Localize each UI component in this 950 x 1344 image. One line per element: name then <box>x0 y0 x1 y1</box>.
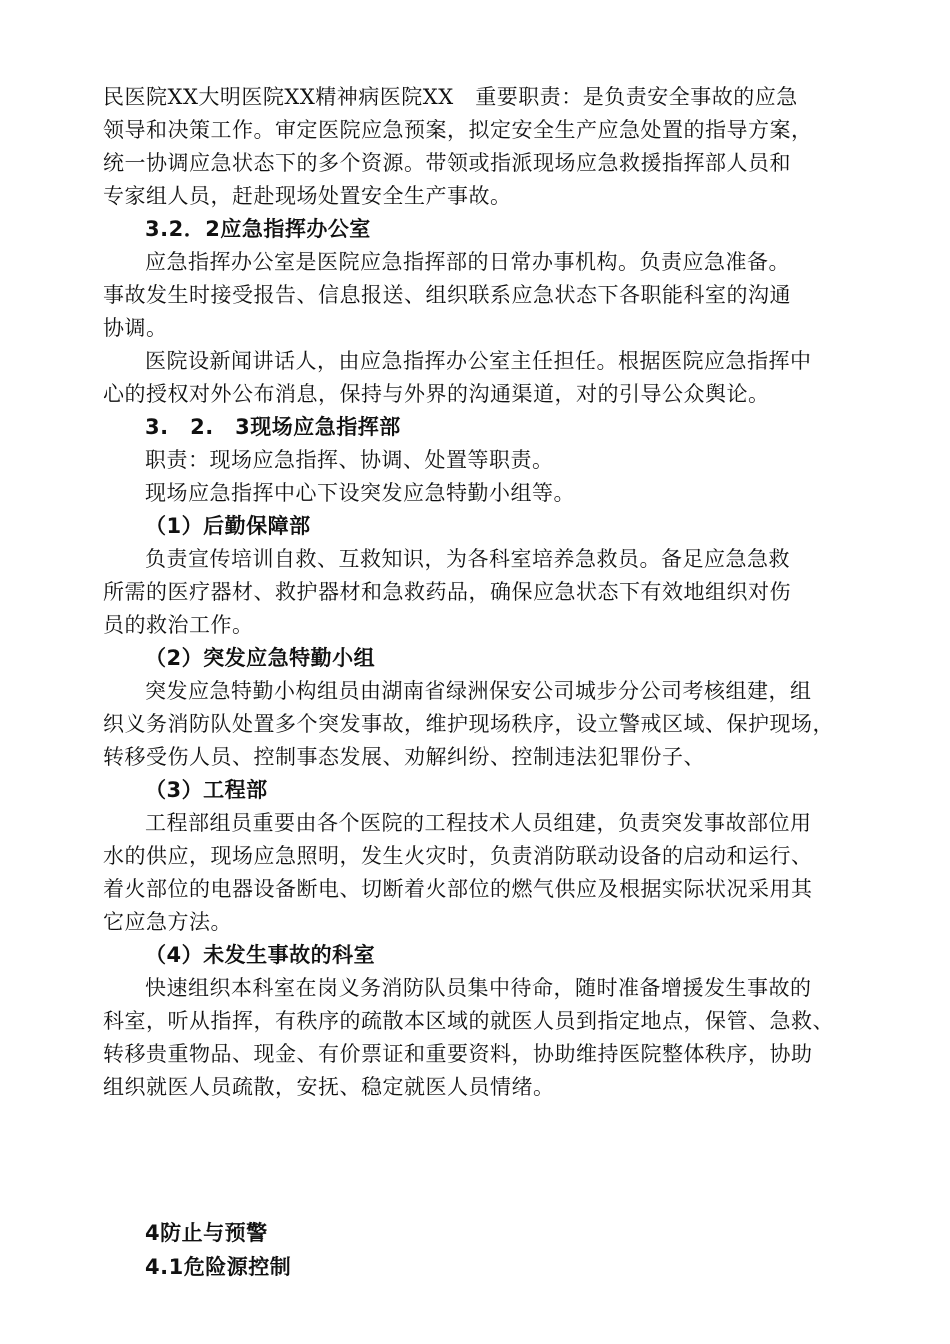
body-text-line: 工程部组员重要由各个医院的工程技术人员组建，负责突发事故部位用 <box>145 811 812 835</box>
section-heading-4-1: 4.1危险源控制 <box>145 1255 292 1279</box>
body-text-line: 织义务消防队处置多个突发事故，维护现场秩序，设立警戒区域、保护现场， <box>103 712 834 736</box>
body-text-line: 组织就医人员疏散，安抚、稳定就医人员情绪。 <box>103 1075 555 1099</box>
body-text-line: 科室，听从指挥，有秩序的疏散本区域的就医人员到指定地点，保管、急救、 <box>103 1009 834 1033</box>
body-text-line: 负责宣传培训自救、互救知识，为各科室培养急救员。备足应急急救 <box>145 547 790 571</box>
section-heading-3-2-2: 3.2．2应急指挥办公室 <box>145 217 371 241</box>
body-text-line: 统一协调应急状态下的多个资源。带领或指派现场应急救援指挥部人员和 <box>103 151 791 175</box>
body-text-line: 着火部位的电器设备断电、切断着火部位的燃气供应及根据实际状况采用其 <box>103 877 813 901</box>
body-text-line: 所需的医疗器材、救护器材和急救药品，确保应急状态下有效地组织对伤 <box>103 580 791 604</box>
body-text-line: 专家组人员，赶赴现场处置安全生产事故。 <box>103 184 512 208</box>
body-text-line: 职责：现场应急指挥、协调、处置等职责。 <box>145 448 554 472</box>
body-text-line: 领导和决策工作。审定医院应急预案，拟定安全生产应急处置的指导方案， <box>103 118 813 142</box>
body-text-line: 现场应急指挥中心下设突发应急特勤小组等。 <box>145 481 575 505</box>
body-text-line: 心的授权对外公布消息，保持与外界的沟通渠道，对的引导公众舆论。 <box>103 382 770 406</box>
subsection-heading-emergency-team: （2）突发应急特勤小组 <box>145 646 376 670</box>
body-text-line: 它应急方法。 <box>103 910 232 934</box>
section-heading-3-2-3: 3. 2. 3现场应急指挥部 <box>145 415 401 439</box>
body-text-line: 民医院XX大明医院XX精神病医院XX 重要职责：是负责安全事故的应急 <box>103 85 798 109</box>
body-text-line: 员的救治工作。 <box>103 613 254 637</box>
body-text-line: 医院设新闻讲话人，由应急指挥办公室主任担任。根据医院应急指挥中 <box>145 349 812 373</box>
body-text-line: 转移受伤人员、控制事态发展、劝解纠纷、控制违法犯罪份子、 <box>103 745 705 769</box>
section-heading-4: 4防止与预警 <box>145 1221 268 1245</box>
body-text-line: 应急指挥办公室是医院应急指挥部的日常办事机构。负责应急准备。 <box>145 250 790 274</box>
body-text-line: 突发应急特勤小构组员由湖南省绿洲保安公司城步分公司考核组建，组 <box>145 679 812 703</box>
body-text-line: 水的供应，现场应急照明，发生火灾时，负责消防联动设备的启动和运行、 <box>103 844 813 868</box>
subsection-heading-unaffected-departments: （4）未发生事故的科室 <box>145 943 376 967</box>
body-text-line: 协调。 <box>103 316 168 340</box>
body-text-line: 快速组织本科室在岗义务消防队员集中待命，随时准备增援发生事故的 <box>145 976 812 1000</box>
subsection-heading-engineering: （3）工程部 <box>145 778 268 802</box>
body-text-line: 事故发生时接受报告、信息报送、组织联系应急状态下各职能科室的沟通 <box>103 283 791 307</box>
body-text-line: 转移贵重物品、现金、有价票证和重要资料，协助维持医院整体秩序，协助 <box>103 1042 813 1066</box>
subsection-heading-logistics: （1）后勤保障部 <box>145 514 311 538</box>
